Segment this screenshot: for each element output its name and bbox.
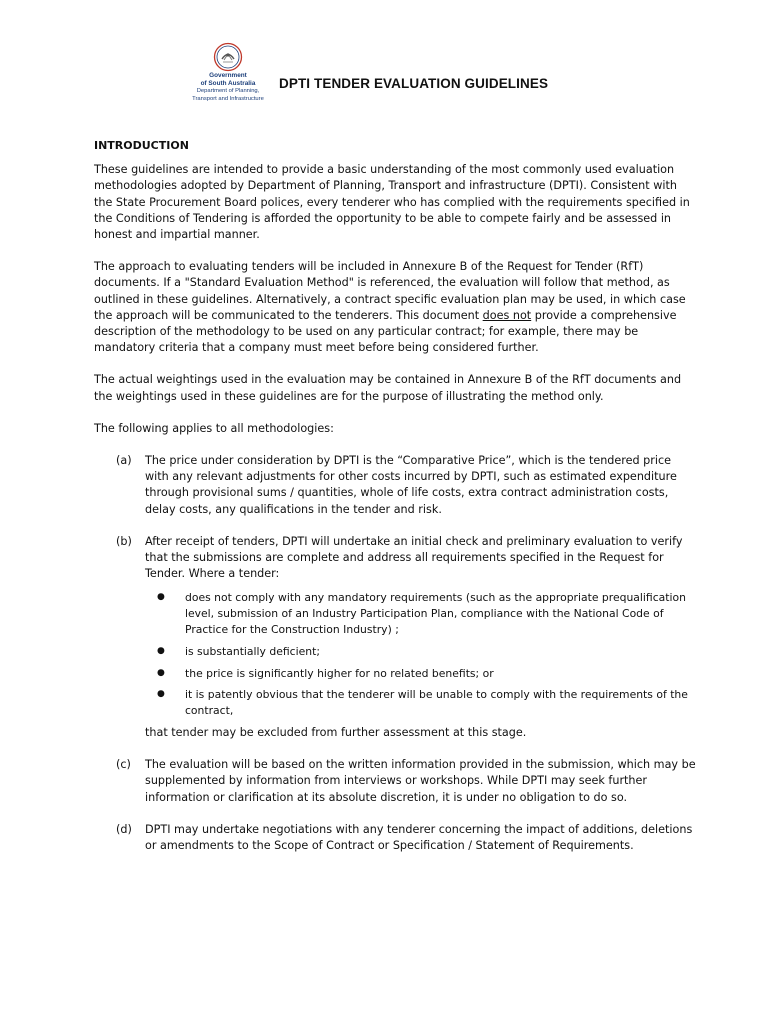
section-heading: INTRODUCTION	[94, 139, 189, 152]
list-item-b	[94, 534, 698, 741]
list-text: After receipt of tenders, DPTI will undertake an initial check and preliminary evaluation to verify that the submissions are complete and address all requirements specified in the Request for Tender. Where a tender:	[145, 534, 683, 581]
bullet-item: ● the price is significantly higher for no related benefits; or	[145, 666, 698, 682]
government-logo	[186, 42, 270, 103]
bullet-list	[145, 590, 698, 719]
paragraph-2	[94, 259, 698, 356]
list-closing-text: that tender may be excluded from further assessment at this stage.	[145, 726, 527, 740]
bullet-item: ● is substantially deficient;	[145, 644, 698, 660]
document-title: DPTI TENDER EVALUATION GUIDELINES	[279, 76, 549, 91]
paragraph-4: The following applies to all methodologies:	[94, 421, 334, 435]
list-label: (d)	[116, 822, 132, 836]
bullet-icon: ●	[157, 592, 165, 603]
list-item-a	[94, 453, 698, 518]
bullet-icon: ●	[157, 689, 165, 700]
list-text: The price under consideration by DPTI is the “Comparative Price”, which is the tendered price with any relevant adjustments for other costs incurred by DPTI, such as estimated expenditure through provisional sums / quantities, whole of life costs, extra contract administration costs, delay costs, any qualifications in the tender and risk.	[145, 454, 677, 516]
crest-icon	[213, 42, 243, 72]
list-item-c	[94, 757, 698, 806]
paragraph-2-part-1: The approach to evaluating tenders will be included in Annexure B of the Request for Tender (RfT) documents. If a "Standard Evaluation Method" is referenced, the evaluation will follow that method, as outlined in these guidelines. Alternatively, a contract specific evaluation plan may be used, in which case the approach will be communicated to the tenderers. This document	[94, 260, 686, 322]
bullet-item: ● does not comply with any mandatory requirements (such as the appropriate prequalification level, submission of an Industry Participation Plan, compliance with the National Code of Practice for the Construction Industry) ;	[145, 590, 698, 637]
bullet-item: ● it is patently obvious that the tenderer will be unable to comply with the requirements of the contract,	[145, 687, 698, 719]
document-body	[94, 138, 698, 870]
bullet-icon: ●	[157, 667, 165, 678]
paragraph-2-part-2: provide a comprehensive description of the methodology to be used on any particular contract; for example, there may be mandatory criteria that a company must meet before being considered further.	[94, 308, 677, 355]
list-item-d	[94, 822, 698, 854]
list-text: DPTI may undertake negotiations with any tenderer concerning the impact of additions, deletions or amendments to the Scope of Contract or Specification / Statement of Requirements.	[145, 822, 693, 853]
bullet-icon: ●	[157, 645, 165, 656]
paragraph-3: The actual weightings used in the evaluation may be contained in Annexure B of the RfT documents and the weightings used in these guidelines are for the purpose of illustrating the method only.	[94, 373, 682, 403]
underlined-phrase: does not	[482, 308, 532, 322]
list-label: (b)	[116, 534, 132, 548]
logo-sub-2: Transport and Infrastructure	[192, 96, 264, 102]
logo-line-1: Government	[209, 72, 247, 79]
logo-sub-1: Department of Planning,	[196, 88, 260, 94]
list-label: (a)	[116, 454, 132, 468]
logo-line-2: of South Australia	[200, 79, 256, 87]
list-label: (c)	[116, 758, 131, 772]
list-text: The evaluation will be based on the written information provided in the submission, which may be supplemented by information from interviews or workshops. While DPTI may seek further information or clarification at its absolute discretion, it is under no obligation to do so.	[145, 758, 696, 804]
paragraph-1: These guidelines are intended to provide a basic understanding of the most commonly used evaluation methodologies adopted by Department of Planning, Transport and infrastructure (DPTI). Consistent with the State Procurement Board polices, every tenderer who has complied with the requirements specified in the Conditions of Tendering is afforded the opportunity to be able to compete fairly and be assessed in honest and impartial manner.	[94, 163, 690, 242]
